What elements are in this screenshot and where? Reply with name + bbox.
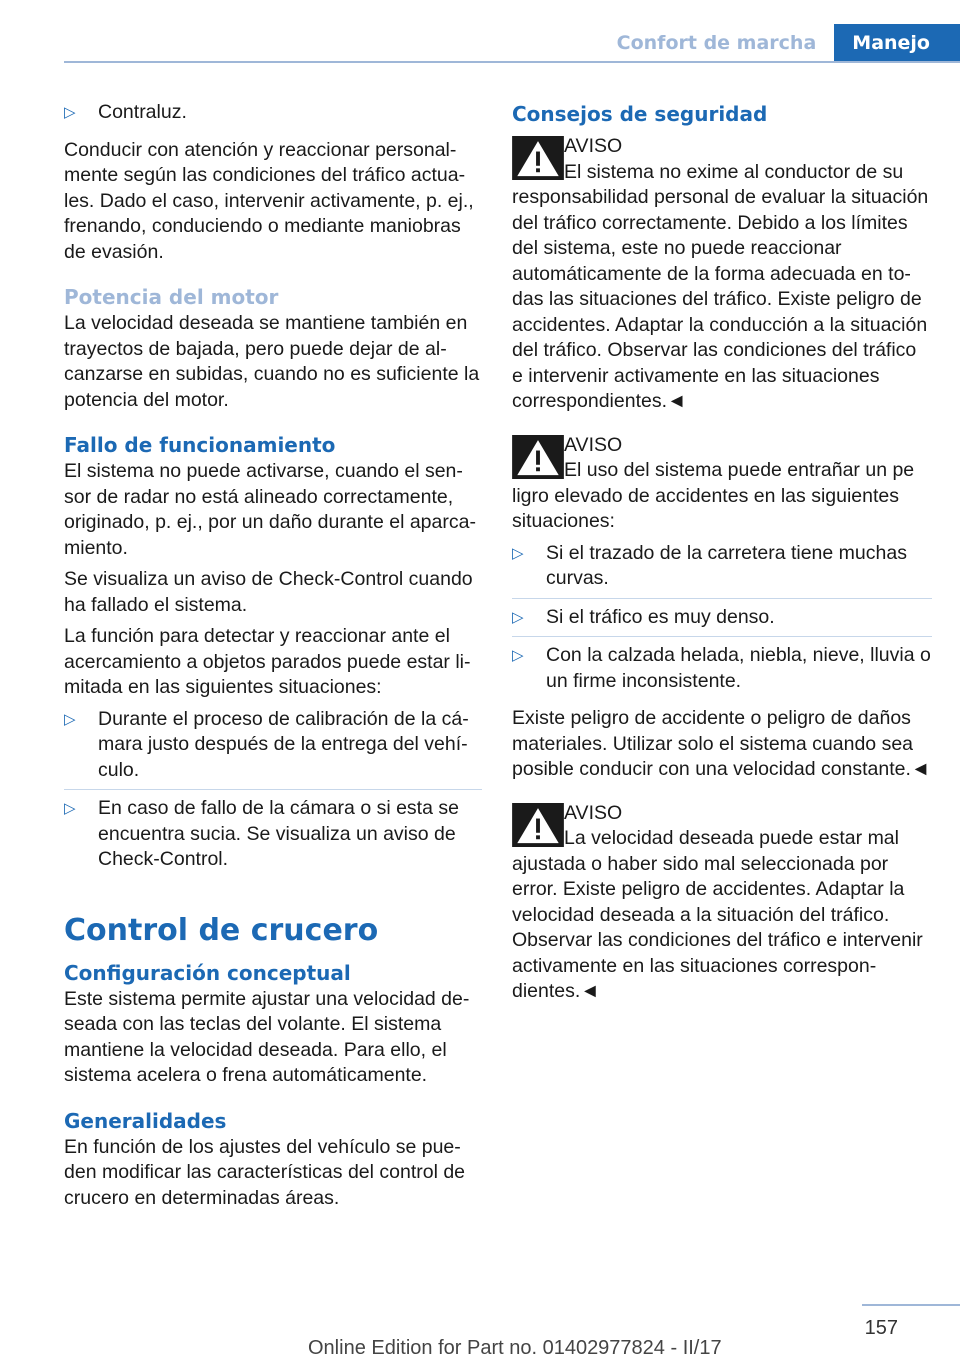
warning-head (512, 801, 932, 852)
warning-bullet-list (512, 541, 932, 701)
warning-text (564, 801, 932, 852)
triangle-right-icon: ▷ (64, 104, 76, 121)
warning-text (564, 433, 932, 484)
top-bullet-list (64, 100, 482, 132)
warning-first-line: La velocidad deseada puede estar mal (564, 827, 899, 849)
left-column (64, 100, 482, 1217)
header-rule (64, 61, 960, 63)
paragraph-generalidades: En función de los ajustes del vehículo se pueden modificar las características del control de crucero en determinadas áreas. (64, 1135, 466, 1209)
list-item (64, 796, 482, 879)
warning-icon (512, 803, 564, 847)
list-item (512, 541, 932, 599)
paragraph-potencia: La velocidad deseada se mantiene también en trayectos de bajada, pero puede dejar de alcanzarse en subidas, cuando no es suficiente la potencia del motor. (64, 312, 480, 411)
triangle-right-icon: ▷ (512, 544, 524, 562)
paragraph-fallo-3: La función para detectar y reaccionar ante el acercamiento a objetos parados puede estar limitada en las siguientes situaciones: (64, 625, 471, 698)
heading-generalidades: Generalidades (64, 1108, 227, 1133)
warning-head (512, 433, 932, 484)
triangle-right-icon: ▷ (64, 710, 76, 728)
header-tabs (599, 24, 960, 62)
warning-block-3 (512, 801, 932, 1005)
warning-after: Existe peligro de accidente o peligro de daños materiales. Utilizar solo el sistema cuando sea posible conducir con una velocidad constante.◄ (512, 707, 931, 780)
footer-rule (862, 1304, 960, 1306)
tab-confort-de-marcha[interactable]: Confort de marcha (599, 24, 835, 62)
list-item-text: Contraluz. (98, 101, 187, 123)
page-number: 157 (864, 1317, 898, 1339)
list-item (64, 100, 482, 132)
paragraph-intro: Conducir con atención y reaccionar personalmente según las condiciones del tráfico actuales. Dado el caso, intervenir activamente, p. ej., frenando, conduciendo o mediante maniobras de evasión. (64, 138, 474, 263)
tab-manejo[interactable]: Manejo (834, 24, 960, 62)
warning-title: AVISO (564, 433, 623, 456)
triangle-right-icon: ▷ (64, 800, 76, 817)
list-item-text: Si el trazado de la carretera tiene muchas curvas. (546, 541, 907, 589)
paragraph-fallo-2: Se visualiza un aviso de Check-Control cuando ha fallado el sistema. (64, 568, 473, 616)
warning-block-2 (512, 433, 932, 783)
heading-potencia: Potencia del motor (64, 285, 279, 309)
list-item-text: Durante el proceso de calibración de la cámara justo después de la entrega del vehículo. (98, 707, 469, 781)
warning-icon (512, 435, 564, 479)
heading-fallo: Fallo de funcionamiento (64, 433, 336, 457)
paragraph-configuracion: Este sistema permite ajustar una velocidad deseada con las teclas del volante. El sistema mantiene la velocidad deseada. Para ello, el sistema acelera o frena automáticamente. (64, 987, 470, 1086)
right-column (512, 100, 932, 1023)
warning-body: ligro elevado de accidentes en las siguientes situaciones: (512, 484, 900, 532)
warning-title: AVISO (564, 801, 623, 824)
list-item-text: Con la calzada helada, niebla, nieve, lluvia o un firme inconsistente. (546, 644, 931, 692)
triangle-right-icon: ▷ (512, 647, 524, 664)
heading-control-de-crucero: Control de crucero (64, 912, 379, 948)
list-item-text: En caso de fallo de la cámara o si esta se encuentra sucia. Se visualiza un aviso de Check-Control. (98, 797, 459, 870)
warning-icon (512, 136, 564, 180)
warning-title: AVISO (564, 135, 623, 157)
paragraph-fallo-1: El sistema no puede activarse, cuando el sensor de radar no está alineado correctamente, originado, p. ej., por un daño durante el aparcamiento. (64, 460, 476, 559)
warning-block-1 (512, 134, 932, 415)
warning-body: responsabilidad personal de evaluar la situación del tráfico correctamente. Debido a los límites del sistema, este no puede reaccionar automáticamente de la forma adecuada en todas las situaciones del tráfico. Existe peligro de accidentes. Adaptar la conducción a la situación del tráfico. Observar las condiciones del tráfico e intervenir activamente en las situaciones correspondientes.◄ (512, 186, 929, 412)
list-item (512, 643, 932, 700)
heading-configuracion: Configuración conceptual (64, 960, 351, 985)
list-item (64, 707, 482, 791)
list-item-text: Si el tráfico es muy denso. (546, 605, 775, 628)
footer-edition: Online Edition for Part no. 01402977824 - II/17 (308, 1337, 722, 1359)
warning-text (564, 134, 932, 185)
heading-consejos: Consejos de seguridad (512, 102, 768, 126)
warning-body: ajustada o haber sido mal seleccionada por error. Existe peligro de accidentes. Adaptar la velocidad deseada a la situación del tráfico. Observar las condiciones del tráfico e intervenir activamente en las situaciones correspondientes.◄ (512, 852, 923, 1002)
fallo-bullet-list (64, 707, 482, 879)
warning-first-line: El uso del sistema puede entrañar un pe (564, 459, 915, 481)
list-item (512, 605, 932, 638)
warning-first-line: El sistema no exime al conductor de su (564, 160, 904, 183)
warning-head (512, 134, 932, 185)
triangle-right-icon: ▷ (512, 608, 524, 626)
